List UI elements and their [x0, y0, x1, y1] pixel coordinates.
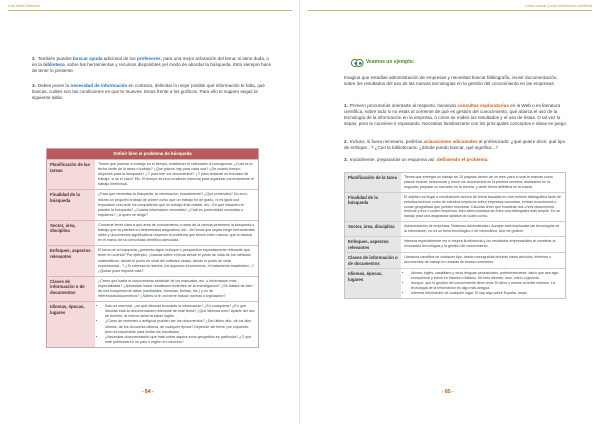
item-text: Primero procurarías orientarte al respecto, haciendo — [349, 103, 458, 108]
item-number: 2. — [32, 56, 36, 61]
problem-definition-table — [46, 148, 259, 348]
example-table — [344, 172, 566, 299]
item-number: 3. — [344, 157, 348, 162]
page-number-left: - 84 - — [142, 389, 154, 395]
example-title: Veamos un ejemplo: — [366, 59, 415, 65]
row-label: Sector, área, disciplina — [345, 222, 401, 236]
row-label: Clases de información o de documentos — [47, 277, 95, 301]
highlight: definiendo el problema — [436, 157, 488, 162]
table-row — [47, 301, 258, 347]
row-label: Enfoques, aspectos relevantes — [47, 246, 95, 275]
table-row — [345, 268, 565, 298]
item-text: También puedes — [37, 56, 73, 61]
item-text: Incluso, si fuera necesario, pedirías — [349, 139, 424, 144]
row-label: Planificación de las tareas — [47, 160, 95, 189]
table-row — [345, 221, 565, 236]
row-label: Planificación de la tarea — [345, 173, 401, 192]
table-row — [47, 189, 258, 219]
item-text: al profesorado: ¿qué quiere decir, qué tipo de enfoque...? ¿Con la bibliotecaria: ¿dónde puedo buscar, qué significa...? — [344, 139, 566, 150]
table-row — [345, 252, 565, 268]
item-text: Debes poner tu — [37, 83, 71, 88]
item-text: , sobre las herramientas y recursos disponibles yel modo de abordar la búsqueda. Esto siempre hace de tener lo presente. — [32, 62, 272, 73]
highlight: biblioteca — [43, 62, 65, 67]
bullet-item: • Aunque, que lo gestión del conocimiento tiene unos 20 años o menos al límite máximo. La tecnología de la información es algo más antigua. — [411, 281, 562, 291]
table-row — [47, 276, 258, 301]
highlight: necesidad de información — [70, 83, 128, 88]
bullet-item: • Interesa información de cualquier lugar. Si hay algo sobre España, mejor. — [411, 291, 562, 296]
table-row — [345, 192, 565, 222]
row-text: El tema de la búsqueda ¿presenta algún enfoque o perspectiva especialmente relevante que tener en cuenta? Por ejemplo, ¿buscas sobre el tema desde el punto de vista de los métodos matemáticos, desde el punto de vista del software usado, desde el punto de vista experimental...? ¿Te interesa la historia, los aspectos económicos, el tratamiento estadístico...? ¿Quéas poco importa más? — [98, 248, 254, 273]
bullet-item: • ¿Cómo de recientes o antiguos pueden ser los documentos? ¿Del último año, de los diez últimos, de los cincuenta últimos, de cualquier época? Depende del tema, por supuesto, pero es importante para limitar los resultados. — [105, 319, 255, 334]
row-label: Sector, área, disciplina — [47, 221, 95, 245]
item-text: en contexto, delimitar lo mejor posible qué información te falta, qué buscas, cuáles son las condiciones en que te mueves. Estos frente a los gráficos. Para ello te sugiero seguir la siguiente tabla: — [32, 83, 265, 100]
highlight: profesores — [136, 56, 161, 61]
header-rule — [8, 10, 292, 11]
row-text: ¿Para qué necesitas la búsqueda, la información, exactamente? ¿Qué pretendes? No es lo mismo un pequeño trabajo de primer curso que un trabajo fin de grado, ni es igual una exposición oral ante los compañeros que un trabajo final máster, etc.: En qué situación te plantes la búsqueda? ¿Cuánta información necesitas? ¿Cuál es profundidad necesitas o requieres? ¿A quién se dirige? — [98, 192, 248, 217]
row-text — [95, 302, 258, 347]
item-text: Inicialmente, prepararías un esquema así, — [349, 157, 437, 162]
eyes-icon — [350, 56, 364, 70]
list-item-3 — [32, 83, 272, 101]
item-number: 2. — [344, 139, 348, 144]
row-label: Finalidad de la búsqueda — [345, 193, 401, 222]
running-head-right: Cómo buscar y usar información científica — [525, 4, 592, 8]
item-number: 1. — [344, 103, 348, 108]
list-item-1 — [344, 103, 568, 127]
bullet-item: • Esto es esencial: ¿en qué idiomas buscarás la información? ¿En cualquiera? ¿En qué idiomas está la documentación relevante de este tema? ¿Qué idiomas lees? Aparte del uso de fuentes, al menos debería saber inglés. — [105, 304, 255, 319]
highlight: buscar ayuda — [72, 56, 103, 61]
row-text — [401, 269, 565, 298]
row-label: Clases de información o de documentos — [345, 253, 401, 268]
bullet-item: • Idioma: inglés, castellano y otros lenguas peninsulares, preferentemente, salvo que sea algo excepcional y breve en francés o italiano. No lees alemán, ruso, chino o japonés. — [411, 271, 562, 281]
row-text: El objetivo es llegar a conclusiones acerca de forma basadas en una revisión bibliográfica tanto de estudios teóricos como de estudios empíricos sobre empresas concretas, extraer económicos o zonas geográficas que puedes encontrar. Calculas tener que examinar dos o tres documentos teóricos y tres o cuatro empíricos, bien seleccionados de entre una bibliografía más amplia. En un trabajo para una asignatura optativa de cuarto curso. — [404, 194, 562, 219]
table-header: Definir bien el problema de búsqueda — [47, 149, 258, 159]
row-label: Idiomas, épocas, lugares — [345, 269, 401, 298]
table-row — [345, 173, 565, 192]
row-label: Idiomas, épocas, lugares — [47, 302, 95, 347]
row-text: ¿Crees que basta el conocimiento estándar de los manuales, etc. o información más especializada? ¿Necesitas incluir resultados recientes de la investigación? ¿Se tratará de bien de una búsqueda de datos (cantidades, fórmulas, fechas, etc.) y no de referencias/documentos? ¿Sabes si te conviene buscar normas o legislación? — [98, 278, 253, 299]
row-label: Enfoques, aspectos relevantes — [345, 237, 401, 252]
intro-paragraph: Imagina que estudias administración de empresas y necesitas buscar bibliografía, reunir documentación, sobre los resultados del uso de las nuevas tecnologías en la gestión del conocimiento en las empresas. — [344, 75, 558, 86]
item-text: en la Web o en literatura científica, sobre todo si no estás al corriente de qué es gestión del conocimiento, qué abarca el uso de la tecnología de la información en la empresa, o cómo se miden los resultados y el uso de éstas. O tal vez lo sepas, pero te conviene ir repasando. Necesitas familiarizarte con los principales conceptos e ideas en juego. — [344, 103, 568, 126]
table-row — [47, 220, 258, 245]
running-head-left: Luis Javier Martínez — [8, 4, 41, 8]
item-text: : — [487, 157, 489, 162]
row-text: Conviene tener claro a qué área de conocimiento o rama de la ciencia pertenece la búsqueda o trabajo que se plantea en determinada asignatura, etc., de forma que sepas elegir herramientas útiles y documentos significativos respecto al problema que tienes entre manos, que lo abarca en el marco de la comunidad científica adecuada. — [98, 222, 255, 243]
header-rule — [308, 10, 592, 11]
row-text: Tienes que planear tu trabajo en el tiempo, establecer el calendario a cronograma. ¿Cuál es la fecha límite de la tarea o trabajo? ¿Qué plazos hay para cada una? ¿De cuánto tiempo dispones para la búsqueda? ¿Y para leer los documentos? ¿Y para redactar un borrador de trabajo, si es el caso? Etc. El tiempo es una condición esencial para organizar correctamente el trabajo intelectual. — [98, 162, 254, 187]
table-row — [47, 159, 258, 189]
item-text: adicional de tus — [102, 56, 137, 61]
row-text: Tienes que entregar un trabajo de 15 páginas dentro de un mes, para lo cual te marcas como plazos: buscar, seleccionar y reunir los documentos en la primera semana; analizarlos en la segunda; preparar un borrador en la tercera; y darle forma definitiva en la cuarta. — [404, 175, 553, 189]
table-row — [345, 236, 565, 252]
highlight: aclaraciones adicionales — [423, 139, 478, 144]
right-page — [300, 0, 600, 424]
list-item-2 — [344, 139, 568, 151]
page-number-right: - 85 - — [442, 389, 454, 395]
table-row — [47, 245, 258, 275]
row-text: Administración de empresas, Business Administration. Aunque está implicadas las tecnologías de la información, no es un tema tecnológico o de informática, sino de gestión. — [404, 224, 560, 234]
row-label: Finalidad de la búsqueda — [47, 190, 95, 219]
row-text: Literatura científica de cualquier tipo: desde monografías teóricas hasta artículos, informes o documentos de trabajo en revistas de acceso concretos. — [404, 255, 552, 264]
list-item-2 — [32, 56, 272, 74]
bullet-item: • ¿Necesitas documentación que trate sobre alguna zona geográfica en particular? ¿O que esté publicada en un país o región en concreto? — [105, 335, 255, 345]
list-item-3 — [344, 157, 568, 163]
item-text: , para una mejor aclaración del tema; si tiene duda, o en la — [32, 56, 269, 67]
item-number: 3. — [32, 83, 36, 88]
highlight: consultas exploratorias — [457, 103, 509, 108]
row-text: Interesa especialmente ver si mejora la eficiencia y los resultados empresariales al combinar la innovación tecnológica y la gestión del conocimiento. — [404, 239, 556, 248]
